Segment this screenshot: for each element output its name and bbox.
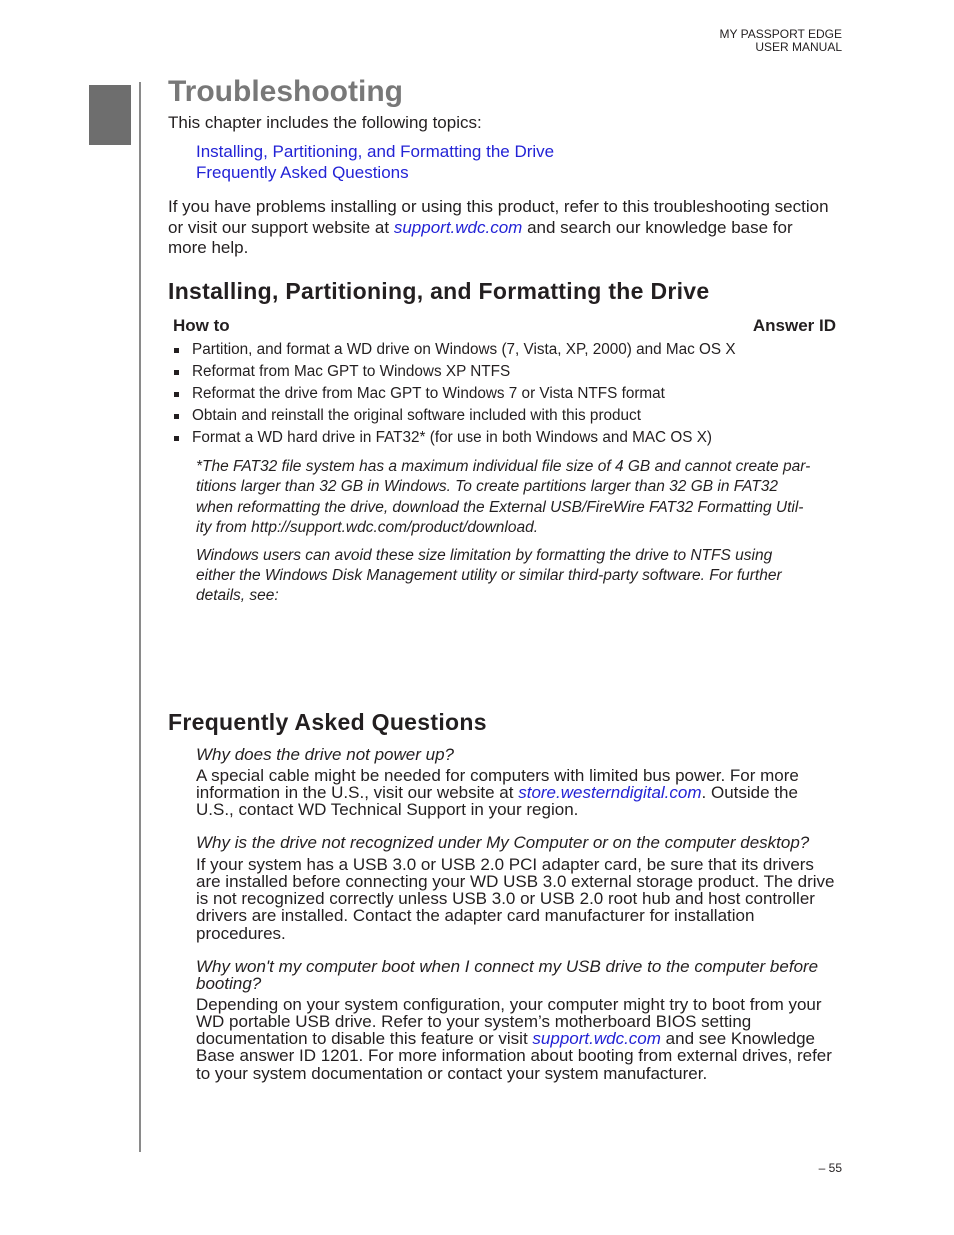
column-header-answer-id: Answer ID: [752, 316, 836, 335]
list-item: [174, 339, 736, 361]
note-line: details, see:: [196, 587, 279, 604]
support-link[interactable]: support.wdc.com: [393, 217, 523, 237]
list-item: [174, 383, 736, 405]
running-header: [720, 28, 842, 54]
chapter-intro: This chapter includes the following topics:: [168, 113, 482, 132]
question-line: Why won't my computer boot when I connect my USB drive to the computer before: [196, 957, 819, 976]
paragraph-line: If you have problems installing or using this product, refer to this troubleshooting section: [168, 197, 829, 216]
table-header: [173, 316, 836, 336]
how-to-list: [174, 339, 736, 449]
list-item-text: Format a WD hard drive in FAT32* (for use in both Windows and MAC OS X): [192, 429, 712, 446]
paragraph-line: [168, 218, 829, 239]
faq-answer: [196, 996, 832, 1082]
faq-answer: [196, 856, 834, 942]
list-item-text: Reformat from Mac GPT to Windows XP NTFS: [192, 363, 511, 380]
note-line: *The FAT32 file system has a maximum individual file size of 4 GB and cannot create par-: [196, 458, 811, 475]
text-segment: and see Knowledge: [665, 1029, 815, 1048]
page-number: – 55: [818, 1161, 842, 1175]
faq-question: [196, 745, 454, 765]
answer-line: [196, 784, 799, 801]
overview-paragraph: [168, 197, 829, 259]
page-title: Troubleshooting: [168, 75, 403, 108]
note-line: Windows users can avoid these size limitation by formatting the drive to NTFS using: [196, 547, 773, 564]
faq-answer: [196, 767, 799, 818]
answer-line: procedures.: [196, 923, 286, 943]
header-document-type: USER MANUAL: [755, 40, 842, 54]
section-heading-installing: Installing, Partitioning, and Formatting the Drive: [168, 278, 710, 304]
answer-line: If your system has a USB 3.0 or USB 2.0 PCI adapter card, be sure that its drivers: [196, 854, 814, 874]
answer-line: A special cable might be needed for computers with limited bus power. For more: [196, 765, 799, 785]
faq-question: [196, 958, 818, 992]
text-segment: documentation to disable this feature or visit: [196, 1029, 528, 1048]
support-link[interactable]: support.wdc.com: [532, 1029, 661, 1048]
note-line: either the Windows Disk Management utility or similar third-party software. For further: [196, 567, 782, 584]
question-line: Why is the drive not recognized under My Computer or on the computer desktop?: [196, 833, 810, 852]
answer-line: are installed before connecting your WD USB 3.0 external storage product. The drive: [196, 871, 835, 891]
column-header-how-to: How to: [173, 316, 230, 335]
chapter-tab-marker: [89, 85, 131, 145]
text-segment: or visit our support website at: [168, 217, 390, 237]
answer-line: Depending on your system configuration, your computer might try to boot from your: [196, 994, 822, 1014]
paragraph-line: more help.: [168, 238, 249, 257]
section-heading-faq: Frequently Asked Questions: [168, 709, 487, 735]
answer-line: drivers are installed. Contact the adapter card manufacturer for installation: [196, 906, 755, 926]
list-item: [174, 405, 736, 427]
bullet-square-icon: [174, 436, 179, 441]
question-line: Why does the drive not power up?: [196, 745, 454, 764]
text-segment: . Outside the: [701, 782, 798, 802]
note-line: titions larger than 32 GB in Windows. To create partitions larger than 32 GB in FAT32: [196, 478, 778, 496]
answer-line: [196, 1030, 832, 1047]
header-product-name: MY PASSPORT EDGE: [719, 27, 842, 41]
list-item: [174, 427, 736, 449]
bullet-square-icon: [174, 370, 179, 375]
question-line: booting?: [196, 974, 262, 993]
note-line: ity from http://support.wdc.com/product/download.: [196, 518, 539, 536]
bullet-square-icon: [174, 392, 179, 397]
store-link[interactable]: store.westerndigital.com: [518, 782, 702, 802]
fat32-note: [196, 457, 810, 538]
bullet-square-icon: [174, 414, 179, 419]
answer-line: Base answer ID 1201. For more information about booting from external drives, refer: [196, 1046, 832, 1066]
answer-line: U.S., contact WD Technical Support in your region.: [196, 799, 579, 819]
bullet-square-icon: [174, 348, 179, 353]
list-item: [174, 361, 736, 383]
faq-question: [196, 833, 809, 853]
topic-link-installing[interactable]: Installing, Partitioning, and Formatting the Drive: [196, 142, 555, 161]
list-item-text: Partition, and format a WD drive on Windows (7, Vista, XP, 2000) and Mac OS X: [192, 341, 736, 358]
list-item-text: Reformat the drive from Mac GPT to Windows 7 or Vista NTFS format: [192, 385, 665, 402]
windows-ntfs-note: [196, 546, 782, 606]
answer-line: is not recognized correctly unless USB 3.0 or USB 2.0 root hub and host controller: [196, 889, 815, 908]
margin-rule: [139, 82, 141, 1152]
topic-links: [196, 141, 554, 183]
text-segment: information in the U.S., visit our website at: [196, 782, 514, 802]
text-segment: and search our knowledge base for: [527, 217, 793, 237]
list-item-text: Obtain and reinstall the original software included with this product: [192, 407, 641, 424]
topic-link-faq[interactable]: Frequently Asked Questions: [196, 163, 409, 182]
answer-line: to your system documentation or contact your system manufacturer.: [196, 1063, 708, 1083]
answer-line: WD portable USB drive. Refer to your system’s motherboard BIOS setting: [196, 1011, 752, 1031]
note-line: when reformatting the drive, download the External USB/FireWire FAT32 Formatting Util-: [196, 498, 804, 516]
